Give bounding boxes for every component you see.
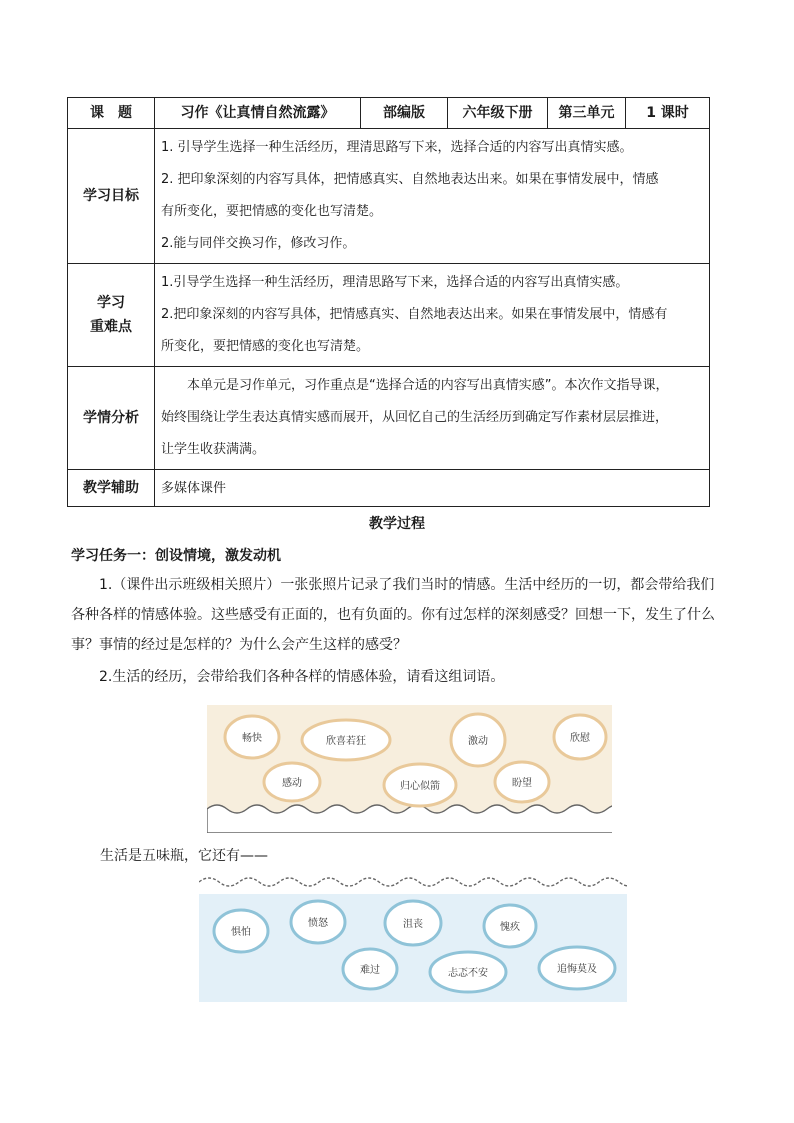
key-points-line: 1.引导学生选择一种生活经历，理清思路写下来，选择合适的内容写出真情实感。: [161, 275, 629, 290]
word-text: 归心似箭: [400, 781, 440, 792]
key-points-content: [155, 264, 710, 367]
word-bubble: [451, 714, 505, 766]
analysis-line: 本单元是习作单元，习作重点是“选择合适的内容写出真情实感”。本次作文指导课，: [187, 378, 669, 393]
word-bubble: [384, 764, 456, 806]
grade-cell: 六年级下册: [448, 98, 548, 129]
task1-paragraph-1-cont: [71, 600, 731, 660]
word-bubble: [385, 901, 441, 945]
analysis-line: 让学生收获满满。: [161, 442, 266, 457]
paragraph-line: 2.生活的经历，会带给我们各种各样的情感体验，请看这组词语。: [99, 669, 505, 685]
positive-words-svg: [207, 705, 612, 833]
word-text: 愧疚: [500, 922, 520, 933]
word-text: 沮丧: [403, 919, 423, 930]
task1-title: 学习任务一：创设情境，激发动机: [71, 548, 281, 564]
lesson-title: 习作《让真情自然流露》: [155, 98, 361, 129]
word-text: 愤怒: [308, 918, 328, 929]
key-points-row: [68, 264, 710, 367]
word-text: 难过: [360, 965, 380, 976]
word-bubble: [264, 763, 320, 801]
negative-words-svg: [199, 872, 627, 1002]
word-bubble: [539, 947, 615, 989]
unit-cell: 第三单元: [548, 98, 626, 129]
word-text: 惧怕: [231, 927, 251, 938]
aids-row: [68, 470, 710, 507]
word-text: 盼望: [512, 778, 532, 789]
aids-label: 教学辅助: [68, 470, 155, 507]
paragraph-line: 1.（课件出示班级相关照片）一张张照片记录了我们当时的情感。生活中经历的一切，都会带给我们: [99, 577, 715, 593]
word-bubble: [225, 716, 279, 758]
analysis-content: [155, 367, 710, 470]
word-bubble: [291, 901, 345, 943]
key-points-label-line: 重难点: [90, 319, 132, 335]
analysis-row: [68, 367, 710, 470]
edition-cell: 部编版: [361, 98, 448, 129]
word-text: 欣慰: [570, 733, 590, 744]
word-text: 畅快: [242, 733, 262, 744]
word-bubble: [214, 910, 268, 952]
goals-content: [155, 129, 710, 264]
goals-label: 学习目标: [68, 129, 155, 264]
word-bubble: [302, 720, 390, 760]
process-title: 教学过程: [369, 516, 425, 532]
task1-paragraph-2: [99, 662, 759, 692]
word-text: 忐忑不安: [448, 968, 488, 979]
paragraph-line: 各种各样的情感体验。这些感受有正面的，也有负面的。你有过怎样的深刻感受？回想一下，发生了什么: [71, 607, 715, 623]
wave-fill: [199, 878, 627, 894]
word-bubble: [484, 905, 536, 947]
key-points-label-line: 学习: [97, 295, 125, 311]
negative-words-image: [199, 872, 627, 1002]
aids-value: 多媒体课件: [155, 470, 710, 507]
word-bubble: [554, 715, 606, 759]
positive-words-image: [207, 705, 612, 833]
goals-line: 2. 把印象深刻的内容写具体，把情感真实、自然地表达出来。如果在事情发展中，情感: [161, 172, 659, 187]
paragraph-line: 事？事情的经过是怎样的？为什么会产生这样的感受？: [71, 637, 407, 653]
word-text: 追悔莫及: [557, 964, 597, 975]
goals-row: [68, 129, 710, 264]
word-bubble: [430, 952, 506, 992]
goals-line: 1. 引导学生选择一种生活经历，理清思路写下来，选择合适的内容写出真情实感。: [161, 140, 633, 155]
analysis-line: 始终围绕让学生表达真情实感而展开，从回忆自己的生活经历到确定写作素材层层推进，: [161, 410, 669, 425]
period-cell: 1 课时: [626, 98, 710, 129]
five-flavors-caption: 生活是五味瓶，它还有——: [100, 848, 268, 864]
key-points-line: 所变化，要把情感的变化也写清楚。: [161, 339, 370, 354]
topic-label: 课 题: [68, 98, 155, 129]
goals-line: 有所变化，要把情感的变化也写清楚。: [161, 204, 383, 219]
analysis-label: 学情分析: [68, 367, 155, 470]
table-header-row: [68, 98, 710, 129]
word-bubble: [343, 949, 397, 989]
key-points-line: 2.把印象深刻的内容写具体，把情感真实、自然地表达出来。如果在事情发展中，情感有: [161, 307, 668, 322]
word-bubble: [495, 762, 549, 802]
word-text: 欣喜若狂: [326, 736, 366, 747]
lesson-info-table: [67, 97, 710, 507]
word-text: 感动: [282, 778, 302, 789]
word-text: 激动: [468, 736, 488, 747]
goals-line: 2.能与同伴交换习作，修改习作。: [161, 236, 356, 251]
key-points-label: [68, 264, 155, 367]
task1-paragraph-1: [71, 570, 731, 600]
